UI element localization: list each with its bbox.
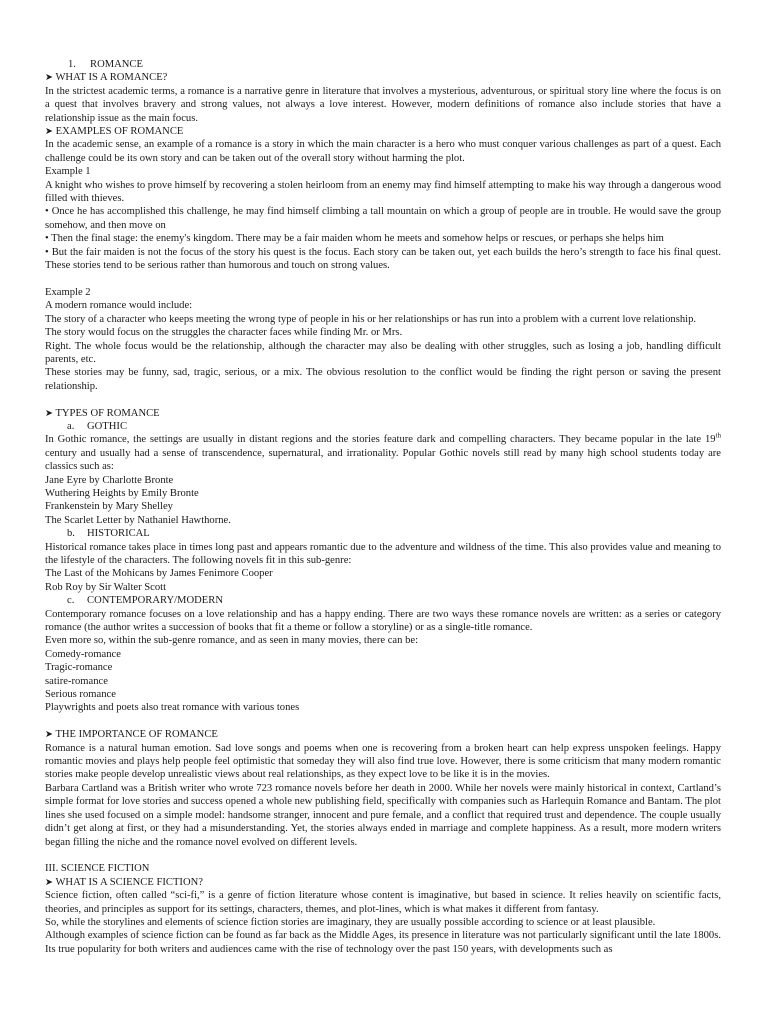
example-2-line: These stories may be funny, sad, tragic, serious, or a mix. The obvious resolution to the conflict would be finding the right person or saving the present relationship. [45, 367, 721, 392]
superscript: th [715, 431, 721, 440]
heading-examples-of-romance [45, 125, 721, 138]
paragraph-gothic [45, 433, 721, 473]
heading-text: THE IMPORTANCE OF ROMANCE [55, 729, 218, 741]
section-title-science-fiction: III. SCIENCE FICTION [45, 863, 150, 875]
heading-text: WHAT IS A ROMANCE? [55, 72, 168, 84]
example-2-line: Right. The whole focus would be the relationship, although the character may also be dealing with other struggles, such as losing a job, handling difficult parents, etc. [45, 340, 721, 365]
arrow-bullet-icon: ➤ [45, 72, 53, 84]
paragraph-examples: In the academic sense, an example of a romance is a story in which the main character is a hero who must conquer various challenges as part of a quest. Each challenge could be its own story and can be taken out of the overall story without harming the plot. [45, 139, 721, 164]
heading-what-is-romance [45, 71, 721, 84]
example-1-line: • Once he has accomplished this challenge, he may find himself climbing a tall mountain on which a group of people are in trouble. He would save the group somehow, and then move on [45, 206, 721, 231]
paragraph-importance-2: Barbara Cartland was a British writer who wrote 723 romance novels before her death in 2000. While her novels were mainly historical in context, Cartland’s simple format for love stories and success opened a whole new publishing field, specifically with companies such as Harlequin Romance and Bantam. The plot lines she used focused on a simple model: handsome stranger, innocent and pure female, and a conflict that required trust and dependence. The couple usually didn’t get along at first, or they had a misunderstanding. Yet, the stories always ended in marriage and complete happiness. As a result, more modern writers began filling the niche and the romance novel evolved on different levels. [45, 782, 721, 848]
list-item: Serious romance [45, 689, 116, 701]
arrow-bullet-icon: ➤ [45, 876, 53, 888]
paragraph-science-fiction-2: So, while the storylines and elements of science fiction stories are imaginary, they are usually possible according to science or at least plausible. [45, 916, 656, 928]
spacer [45, 273, 721, 286]
heading-text: TYPES OF ROMANCE [55, 407, 160, 419]
section-title-romance [45, 58, 721, 71]
arrow-bullet-icon: ➤ [45, 407, 53, 419]
subheading-text: HISTORICAL [87, 528, 150, 540]
paragraph-science-fiction-1: Science fiction, often called “sci-fi,” is a genre of fiction literature whose content is imaginative, but based in science. It relies heavily on scientific facts, theories, and principles as support for its settings, characters, themes, and plot-lines, which is what makes it different from fantasy. [45, 890, 721, 915]
list-item: Comedy-romance [45, 648, 121, 660]
spacer [45, 715, 721, 728]
subheading-gothic [45, 420, 721, 433]
subheading-text: GOTHIC [87, 420, 128, 432]
list-letter: b. [67, 528, 75, 540]
section-number: 1. [68, 59, 76, 70]
list-item: Jane Eyre by Charlotte Bronte [45, 474, 174, 486]
heading-what-is-science-fiction [45, 876, 721, 889]
list-item: The Last of the Mohicans by James Fenimore Cooper [45, 568, 273, 580]
arrow-bullet-icon: ➤ [45, 729, 53, 741]
example-2-line: The story of a character who keeps meeting the wrong type of people in his or her relationships or has run into a problem with a current love relationship. [45, 313, 697, 325]
list-item: Tragic-romance [45, 662, 113, 674]
text-run: century and usually had a sense of transcendence, supernatural, and irrationality. Popular Gothic novels still read by many high school students today are classics such as: [45, 447, 721, 473]
heading-types-of-romance [45, 407, 721, 420]
list-item: Frankenstein by Mary Shelley [45, 501, 173, 513]
paragraph-what-is-romance: In the strictest academic terms, a romance is a narrative genre in literature that involves a mysterious, adventurous, or spiritual story line where the focus is on a quest that involves bravery and strong values, not always a love interest. However, modern definitions of romance also include stories that have a relationship issue as the main focus. [45, 85, 721, 124]
subheading-text: CONTEMPORARY/MODERN [87, 595, 223, 607]
list-item: Rob Roy by Sir Walter Scott [45, 581, 167, 593]
spacer [45, 393, 721, 406]
text-run: In Gothic romance, the settings are usually in distant regions and the stories feature dark and compelling characters. They became popular in the late 19 [45, 434, 716, 446]
list-item: Wuthering Heights by Emily Bronte [45, 487, 199, 499]
paragraph-historical: Historical romance takes place in times long past and appears romantic due to the adventure and wildness of the time. This also provides value and meaning to the lifestyle of the characters. The following novels fit in this sub-genre: [45, 541, 721, 566]
example-2-line: The story would focus on the struggles the character faces while finding Mr. or Mrs. [45, 327, 403, 339]
heading-importance-of-romance [45, 728, 721, 741]
example-2-label: Example 2 [45, 286, 91, 298]
section-title-text: ROMANCE [90, 59, 143, 70]
list-letter: c. [67, 595, 75, 607]
example-1-line: A knight who wishes to prove himself by recovering a stolen heirloom from an enemy may find himself attempting to make his way through a dangerous wood filled with thieves. [45, 179, 721, 205]
example-2-line: A modern romance would include: [45, 300, 193, 312]
arrow-bullet-icon: ➤ [45, 126, 53, 138]
heading-text: WHAT IS A SCIENCE FICTION? [55, 876, 203, 888]
subheading-historical [45, 527, 721, 540]
subheading-contemporary [45, 594, 721, 607]
list-item: Playwrights and poets also treat romance with various tones [45, 702, 300, 714]
example-1-line: • Then the final stage: the enemy's kingdom. There may be a fair maiden whom he meets and somehow helps or rescues, or perhaps she helps him [45, 233, 664, 245]
list-item: Even more so, within the sub-genre romance, and as seen in many movies, there can be: [45, 635, 419, 647]
example-1-label: Example 1 [45, 166, 91, 178]
paragraph-importance-1: Romance is a natural human emotion. Sad love songs and poems when one is recovering from a broken heart can help express unspoken feelings. Happy romantic movies and plays help people feel optimistic that someday they will also find true love. However, there is some criticism that many modern romantic stories make people develop unrealistic views about real relationships, as they expect love to be like it is in the movies. [45, 742, 721, 781]
heading-text: EXAMPLES OF ROMANCE [55, 126, 184, 138]
list-letter: a. [67, 420, 75, 432]
example-1-line: • But the fair maiden is not the focus of the story his quest is the focus. Each story can be taken out, yet each builds the hero’s strength to face his final quest. These stories tend to be serious rather than humorous and touch on strong values. [45, 246, 721, 272]
paragraph-contemporary: Contemporary romance focuses on a love relationship and has a happy ending. There are two ways these romance novels are written: as a series or category romance (the author writes a succession of books that fit a theme or follow a storyline) or as a single-title romance. [45, 608, 721, 634]
spacer [45, 849, 721, 862]
paragraph-science-fiction-3: Although examples of science fiction can be found as far back as the Middle Ages, its presence in literature was not particularly significant until the late 1800s. Its true popularity for both writers and audiences came with the rise of technology over the past 150 years, with developments such as [45, 930, 721, 955]
list-item: The Scarlet Letter by Nathaniel Hawthorne. [45, 514, 231, 526]
list-item: satire-romance [45, 675, 108, 687]
